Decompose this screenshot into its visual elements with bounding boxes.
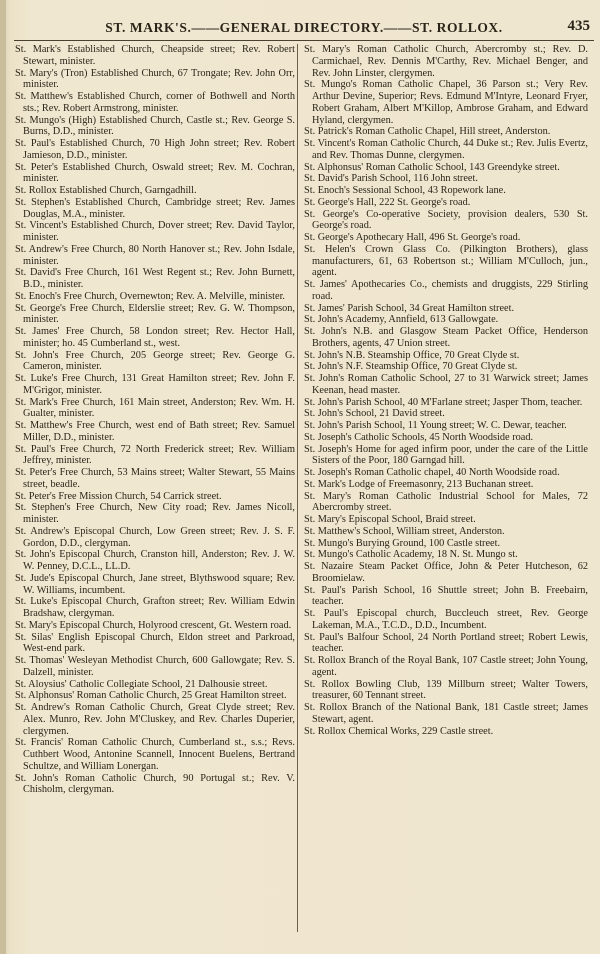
directory-entry: St. Mary's Roman Catholic Industrial School for Males, 72 Abercromby street. bbox=[304, 490, 588, 514]
directory-entry: St. Alphonsus' Roman Catholic Church, 25 Great Hamilton street. bbox=[15, 690, 287, 702]
right-column bbox=[304, 44, 588, 737]
directory-entry: St. Nazaire Steam Packet Office, John & Peter Hutcheson, 62 Broomielaw. bbox=[304, 561, 588, 584]
directory-entry: St. John's Roman Catholic School, 27 to 31 Warwick street; James Keenan, head master. bbox=[304, 373, 588, 396]
directory-entry: St. Peter's Free Church, 53 Mains street; Walter Stewart, 55 Mains street, beadle. bbox=[15, 467, 295, 490]
directory-entry: St. Stephen's Free Church, New City road; Rev. James Nicoll, minister. bbox=[15, 502, 295, 525]
directory-entry: St. Joseph's Home for aged infirm poor, under the care of the Little Sisters of the Poor, 180 Garngad hill. bbox=[304, 443, 588, 467]
directory-entry: St. John's N.F. Steamship Office, 70 Great Clyde st. bbox=[304, 361, 518, 373]
directory-entry: St. James' Free Church, 58 London street; Rev. Hector Hall, minister; ho. 45 Cumberland st., west. bbox=[15, 326, 295, 349]
directory-entry: St. Mungo's Catholic Academy, 18 N. St. Mungo st. bbox=[304, 549, 518, 561]
left-column bbox=[15, 44, 295, 796]
directory-entry: St. Rollox Branch of the National Bank, 181 Castle street; James Stewart, agent. bbox=[304, 702, 588, 725]
directory-entry: St. George's Co-operative Society, provision dealers, 530 St. George's road. bbox=[304, 208, 588, 232]
column-divider bbox=[297, 44, 298, 932]
directory-entry: St. John's Free Church, 205 George street; Rev. George G. Cameron, minister. bbox=[15, 349, 295, 373]
directory-entry: St. Patrick's Roman Catholic Chapel, Hill street, Anderston. bbox=[304, 126, 551, 138]
directory-entry: St. Mark's Established Church, Cheapside street; Rev. Robert Stewart, minister. bbox=[15, 44, 295, 67]
directory-entry: St. Silas' English Episcopal Church, Eldon street and Parkroad, West-end park. bbox=[15, 631, 295, 655]
directory-entry: St. Peter's Free Mission Church, 54 Carrick street. bbox=[15, 490, 222, 502]
directory-entry: St. Helen's Crown Glass Co. (Pilkington Brothers), glass manufacturers, 61, 63 Robertson st.; William M'Culloch, jun., agent. bbox=[304, 243, 588, 279]
directory-entry: St. John's N.B. and Glasgow Steam Packet Office, Henderson Brothers, agents, 47 Union street. bbox=[304, 326, 588, 349]
directory-entry: St. Alphonsus' Roman Catholic School, 143 Greendyke street. bbox=[304, 161, 560, 173]
directory-entry: St. Rollox Established Church, Garngadhill. bbox=[15, 185, 197, 196]
directory-entry: St. Mary's Roman Catholic Church, Abercromby st.; Rev. D. Carmichael, Rev. Dennis M'Carthy, Rev. Michael Benger, and Rev. John Linster, clergymen. bbox=[304, 44, 588, 79]
directory-entry: St. George's Hall, 222 St. George's road. bbox=[304, 196, 471, 208]
directory-entry: St. John's Episcopal Church, Cranston hill, Anderston; Rev. J. W. W. Penney, D.C.L., LL.D. bbox=[15, 549, 295, 572]
directory-entry: St. Joseph's Catholic Schools, 45 North Woodside road. bbox=[304, 431, 534, 443]
directory-entry: St. Luke's Free Church, 131 Great Hamilton street; Rev. John F. M'Grigor, minister. bbox=[15, 373, 295, 396]
directory-entry: St. Paul's Episcopal church, Buccleuch street, Rev. George Lakeman, M.A., T.C.D., D.D., Incumbent. bbox=[304, 608, 588, 631]
directory-entry: St. Joseph's Roman Catholic chapel, 40 North Woodside road. bbox=[304, 467, 560, 478]
directory-entry: St. Matthew's Free Church, west end of Bath street; Rev. Samuel Miller, D.D., minister. bbox=[15, 420, 295, 443]
page-binding-edge bbox=[0, 0, 6, 954]
directory-entry: St. Mark's Free Church, 161 Main street, Anderston; Rev. Wm. H. Gualter, minister. bbox=[15, 396, 295, 420]
directory-entry: St. Vincent's Established Church, Dover street; Rev. David Taylor, minister. bbox=[15, 220, 295, 243]
directory-entry: St. Enoch's Sessional School, 43 Ropework lane. bbox=[304, 185, 506, 196]
directory-entry: St. James' Parish School, 34 Great Hamilton street. bbox=[304, 302, 515, 314]
directory-entry: St. David's Free Church, 161 West Regent st.; Rev. John Burnett, B.D., minister. bbox=[15, 267, 295, 290]
running-head: ST. MARK'S.——GENERAL DIRECTORY.——ST. ROLLOX. bbox=[105, 20, 503, 35]
directory-entry: St. Mungo's Burying Ground, 100 Castle street. bbox=[304, 537, 501, 549]
directory-entry: St. John's School, 21 David street. bbox=[304, 408, 445, 420]
page-header bbox=[14, 18, 594, 41]
directory-entry: St. Andrew's Episcopal Church, Low Green street; Rev. J. S. F. Gordon, D.D., clergyman. bbox=[15, 525, 295, 549]
directory-entry: St. Enoch's Free Church, Overnewton; Rev. A. Melville, minister. bbox=[15, 290, 286, 302]
directory-entry: St. Matthew's School, William street, Anderston. bbox=[304, 525, 505, 537]
directory-entry: St. Rollox Bowling Club, 139 Millburn street; Walter Towers, treasurer, 60 Tennant street. bbox=[304, 678, 588, 702]
directory-entry: St. David's Parish School, 116 John street. bbox=[304, 173, 478, 185]
directory-entry: St. Luke's Episcopal Church, Grafton street; Rev. William Edwin Bradshaw, clergyman. bbox=[15, 596, 295, 619]
directory-entry: St. Paul's Established Church, 70 High John street; Rev. Robert Jamieson, D.D., minister. bbox=[15, 138, 295, 161]
directory-entry: St. Peter's Established Church, Oswald street; Rev. M. Cochran, minister. bbox=[15, 161, 295, 185]
directory-entry: St. George's Free Church, Elderslie street; Rev. G. W. Thompson, minister. bbox=[15, 302, 295, 326]
directory-entry: St. John's Academy, Annfield, 613 Gallowgate. bbox=[304, 314, 499, 326]
page-number: 435 bbox=[567, 18, 590, 34]
directory-entry: St. Mary's (Tron) Established Church, 67 Trongate; Rev. John Orr, minister. bbox=[15, 67, 295, 91]
directory-entry: St. Aloysius' Catholic Collegiate School, 21 Dalhousie street. bbox=[15, 678, 268, 690]
directory-entry: St. Paul's Balfour School, 24 North Portland street; Robert Lewis, teacher. bbox=[304, 631, 588, 655]
directory-entry: St. Mungo's (High) Established Church, Castle st.; Rev. George S. Burns, D.D., minister. bbox=[15, 114, 295, 138]
directory-entry: St. Paul's Free Church, 72 North Frederick street; Rev. William Jeffrey, minister. bbox=[15, 443, 295, 467]
directory-entry: St. Vincent's Roman Catholic Church, 44 Duke st.; Rev. Julis Evertz, and Rev. Thomas Dunne, clergymen. bbox=[304, 138, 588, 161]
directory-entry: St. Francis' Roman Catholic Church, Cumberland st., s.s.; Revs. Cuthbert Wood, Antonine Scannell, Innocent Buelens, Bertrand Schultze, and William Lonergan. bbox=[15, 737, 295, 772]
directory-entry: St. Andrew's Free Church, 80 North Hanover st.; Rev. John Isdale, minister. bbox=[15, 243, 295, 267]
directory-entry: St. Mary's Episcopal School, Braid street. bbox=[304, 514, 476, 525]
directory-entry: St. John's N.B. Steamship Office, 70 Great Clyde st. bbox=[304, 349, 520, 361]
directory-entry: St. Rollox Chemical Works, 229 Castle street. bbox=[304, 725, 494, 737]
directory-entry: St. James' Apothecaries Co., chemists and druggists, 229 Stirling road. bbox=[304, 279, 588, 302]
directory-entry: St. Rollox Branch of the Royal Bank, 107 Castle street; John Young, agent. bbox=[304, 655, 588, 678]
directory-entry: St. Andrew's Roman Catholic Church, Great Clyde street; Rev. Alex. Munro, Rev. John M'Cluskey, and Rev. Charles Duperier, clergymen. bbox=[15, 702, 295, 737]
directory-entry: St. Stephen's Established Church, Cambridge street; Rev. James Douglas, M.A., minister. bbox=[15, 196, 295, 220]
directory-entry: St. John's Roman Catholic Church, 90 Portugal st.; Rev. V. Chisholm, clergyman. bbox=[15, 772, 295, 796]
directory-entry: St. Mark's Lodge of Freemasonry, 213 Buchanan street. bbox=[304, 478, 534, 490]
directory-entry: St. Mary's Episcopal Church, Holyrood crescent, Gt. Western road. bbox=[15, 619, 292, 631]
directory-entry: St. Paul's Parish School, 16 Shuttle street; John B. Freebairn, teacher. bbox=[304, 584, 588, 608]
directory-entry: St. Thomas' Wesleyan Methodist Church, 600 Gallowgate; Rev. S. Dalzell, minister. bbox=[15, 655, 295, 678]
directory-entry: St. George's Apothecary Hall, 496 St. George's road. bbox=[304, 232, 521, 243]
directory-entry: St. Matthew's Established Church, corner of Bothwell and North sts.; Rev. Robert Armstrong, minister. bbox=[15, 91, 295, 114]
directory-entry: St. Mungo's Roman Catholic Chapel, 36 Parson st.; Very Rev. Arthur Devine, Superior; Revs. Edmund M'Intyre, Leonard Fryer, Robert Graham, Albert M'Killop, Ambrose Graham, and Edward Hyland, clergymen. bbox=[304, 79, 588, 126]
directory-entry: St. John's Parish School, 40 M'Farlane street; Jasper Thom, teacher. bbox=[304, 396, 583, 408]
directory-entry: St. Jude's Episcopal Church, Jane street, Blythswood square; Rev. W. Williams, incumbent. bbox=[15, 572, 295, 596]
directory-entry: St. John's Parish School, 11 Young street; W. C. Dewar, teacher. bbox=[304, 420, 567, 431]
